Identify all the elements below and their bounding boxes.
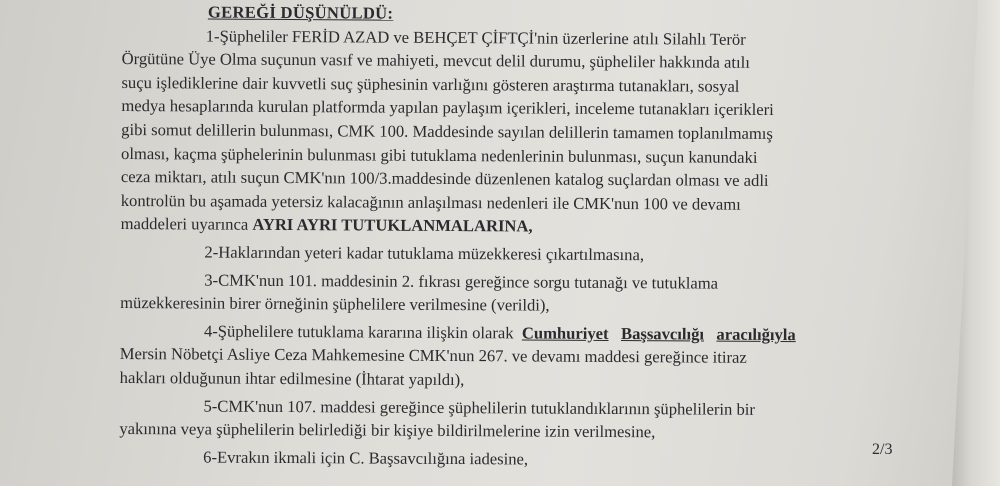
text-line: suçu işlediklerine dair kuvvetli suç şüphesinin varlığını gösteren araştırma tutanakları, sosyal (121, 72, 740, 96)
text-line: yakınına veya şüphelilerin belirlediği bir kişiye bildirilmelerine izin verilmesine, (119, 419, 656, 442)
paragraph-2 (204, 240, 890, 268)
emphasized-word: aracılığıyla (716, 324, 796, 344)
text-line: 2-Haklarından yeteri kadar tutuklama müzekkeresi çıkartılmasına, (204, 242, 645, 265)
text-line: 3-CMK'nun 101. maddesinin 2. fıkrası gereğince sorgu tutanağı ve tutuklama (204, 270, 719, 293)
text-line: medya hesaplarında kurulan platformda yapılan paylaşım içerikleri, inceleme tutanakları içerikleri (121, 96, 774, 120)
page-number: 2/3 (872, 441, 893, 458)
emphasized-word: Cumhuriyet (521, 323, 609, 343)
text-line: maddeleri uyarınca (120, 214, 249, 235)
paragraph-1-last-line (121, 212, 891, 240)
paragraph-5-line (119, 417, 889, 445)
emphasized-word: Başsavcılığı (620, 323, 705, 344)
text-line: müzekkeresinin birer örneğinin şüphelilere verilmesine (verildi), (120, 293, 550, 315)
text-line: 5-CMK'nun 107. maddesi gereğince şüphelilerin tutuklandıklarının şüphelilerin bir (203, 396, 755, 419)
text-line: 1-Şüpheliler FERİD AZAD ve BEHÇET ÇİFTÇİ'nin üzerlerine atılı Silahlı Terör (205, 26, 746, 49)
decision-text (119, 0, 892, 473)
section-heading: GEREĞİ DÜŞÜNÜLDÜ: (207, 2, 394, 23)
text-line: olması, kaçma şüphelerinin bulunması gibi tutuklama nedenlerinin bulunması, suçun kanundaki (121, 143, 758, 167)
text-line: hakları olduğunun ihtar edilmesine (İhtarat yapıldı), (119, 367, 465, 390)
paragraph-6 (203, 445, 889, 473)
text-line: 6-Evrakın ikmali için C. Başsavcılığına iadesine, (203, 447, 529, 469)
text-line: Mersin Nöbetçi Asliye Ceza Mahkemesine CMK'nun 267. ve devamı maddesi gereğince itiraz (119, 344, 747, 368)
detention-decision: AYRI AYRI TUTUKLANMALARINA, (252, 215, 533, 236)
text-line: kontrolün bu aşamada yetersiz kalacağının anlaşılması nedenleri ile CMK'nun 100 ve devamı (120, 190, 741, 214)
text-line: gibi somut delillerin bulunması, CMK 100. Maddesinde sayılan delillerin tamamen toplanılmamış (121, 119, 773, 143)
text-line: Örgütüne Üye Olma suçunun vasıf ve mahiyeti, mevcut delil durumu, şüpheliler hakkında atılı (121, 49, 750, 73)
text-line: 4-Şüphelilere tutuklama kararına ilişkin olarak (203, 321, 514, 343)
paragraph-3-line (120, 291, 890, 319)
text-line: ceza miktarı, atılı suçun CMK'nın 100/3.maddesinde düzenlenen katalog suçlardan olması ve adli (120, 167, 769, 191)
paragraph-4-line (120, 366, 890, 394)
